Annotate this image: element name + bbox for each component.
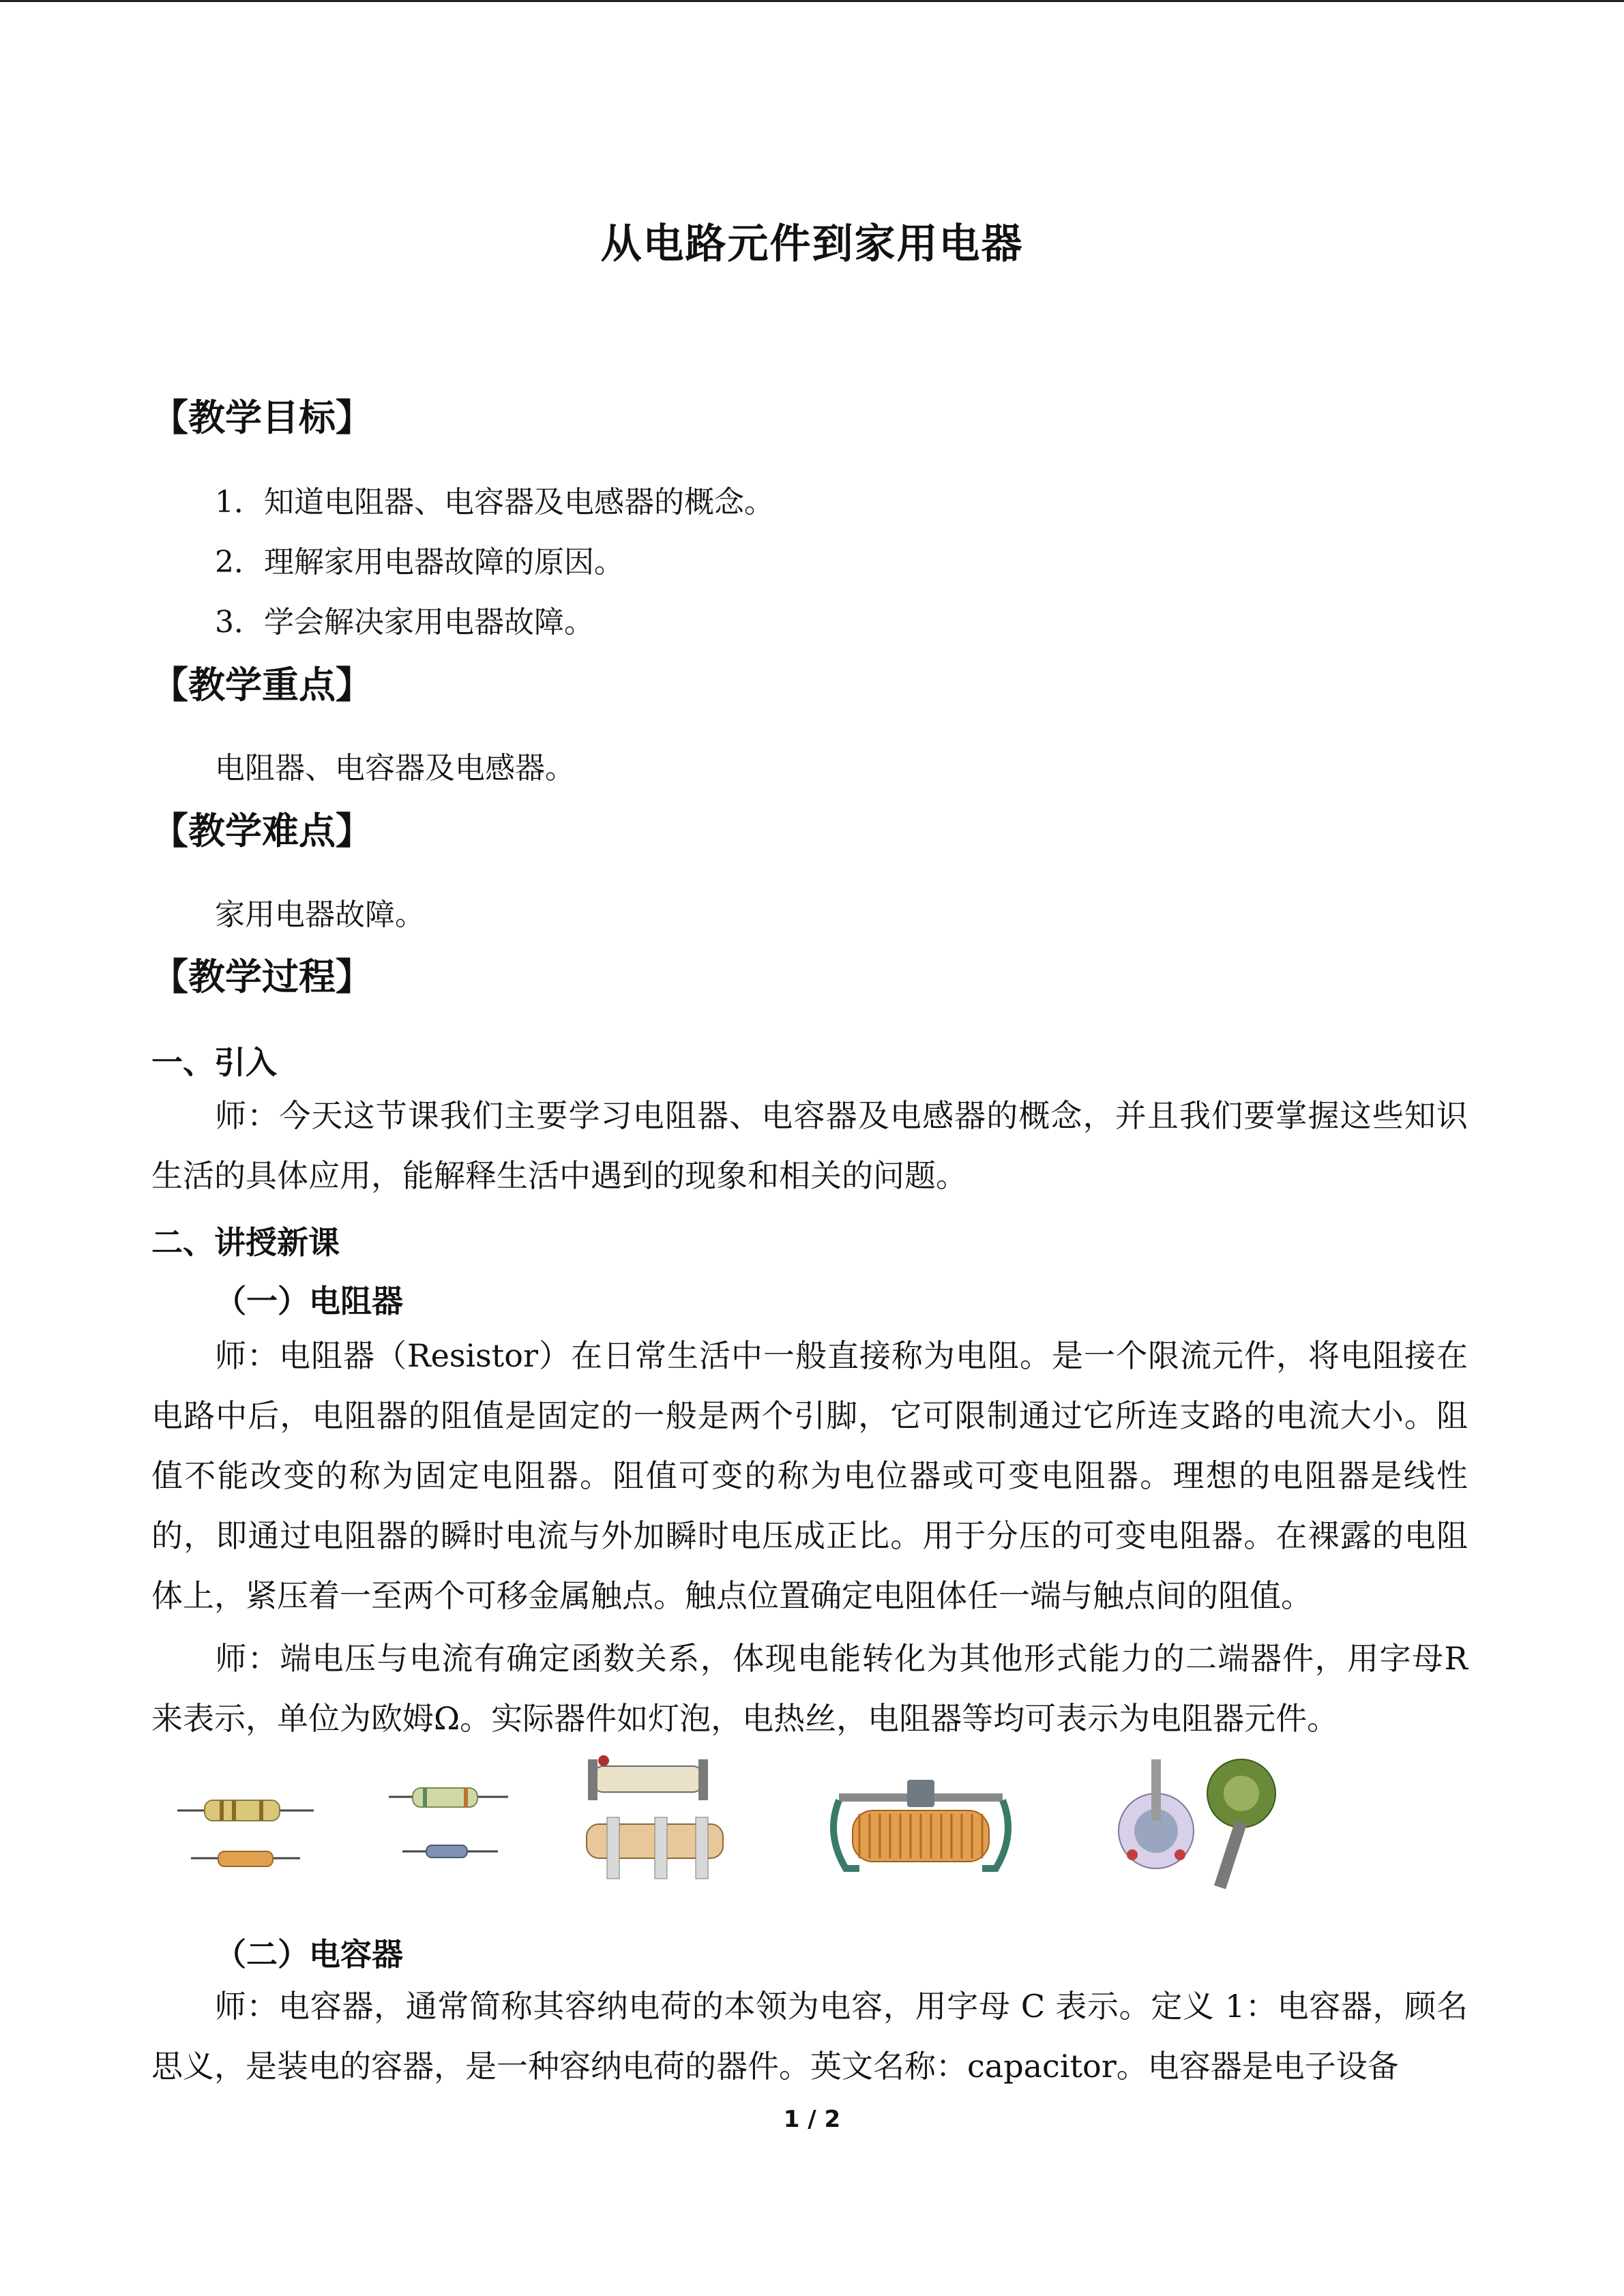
resistor-text-1: 师：电阻器（Resistor）在日常生活中一般直接称为电阻。是一个限流元件，将电阻接在电路中后，电阻器的阻值是固定的一般是两个引脚，它可限制通过它所连支路的电流大小。阻值不能改变的称为固定电阻器。阻值可变的称为电位器或可变电阻器。理想的电阻器是线性的，即通过电阻器的瞬时电流与外加瞬时电压成正比。用于分压的可变电阻器。在裸露的电阻体上，紧压着一至两个可移金属触点。触点位置确定电阻体任一端与触点间的阻值。 — [151, 1337, 1468, 1614]
process-heading: 【教学过程】 — [151, 955, 372, 998]
resistor-heading: （一）电阻器 — [215, 1283, 403, 1320]
potentiometer-illustration — [1119, 1759, 1275, 1889]
fixed-resistor-illustration — [177, 1800, 314, 1866]
objectives-heading: 【教学目标】 — [151, 396, 372, 439]
capacitor-text-1: 师：电容器，通常简称其容纳电荷的本领为电容，用字母 C 表示。定义 1：电容器，顾名思义，是装电的容器，是一种容纳电荷的器件。英文名称：capacitor。电容器是电子设备 — [151, 1988, 1468, 2085]
page-title: 从电路元件到家用电器 — [600, 220, 1024, 268]
rheostat-illustration — [833, 1780, 1008, 1868]
intro-paragraph — [151, 1086, 1468, 1206]
objective-item: 3．学会解决家用电器故障。 — [215, 605, 594, 640]
resistor-figure — [164, 1746, 1323, 1896]
objective-item: 2．理解家用电器故障的原因。 — [215, 545, 624, 580]
resistor-paragraph-2 — [151, 1628, 1468, 1748]
page-number: 1 / 2 — [783, 2106, 841, 2133]
difficulties-text: 家用电器故障。 — [215, 897, 425, 932]
objective-item: 1．知道电阻器、电容器及电感器的概念。 — [215, 485, 774, 520]
capacitor-heading: （二）电容器 — [215, 1936, 403, 1973]
intro-text: 师：今天这节课我们主要学习电阻器、电容器及电感器的概念，并且我们要掌握这些知识生活的具体应用，能解释生活中遇到的现象和相关的问题。 — [151, 1097, 1468, 1194]
difficulties-heading: 【教学难点】 — [151, 809, 372, 852]
resistor-text-2: 师：端电压与电流有确定函数关系，体现电能转化为其他形式能力的二端器件，用字母R 来表示，单位为欧姆Ω。实际器件如灯泡，电热丝，电阻器等均可表示为电阻器元件。 — [151, 1640, 1468, 1737]
resistor-paragraph-1 — [151, 1326, 1468, 1626]
key-points-heading: 【教学重点】 — [151, 663, 372, 706]
capacitor-paragraph-1 — [151, 1976, 1468, 2096]
color-band-resistor-illustration — [389, 1788, 508, 1858]
intro-heading: 一、引入 — [151, 1044, 277, 1081]
top-border — [0, 0, 1624, 2]
key-points-text: 电阻器、电容器及电感器。 — [215, 751, 575, 786]
wirewound-resistor-illustration — [587, 1755, 723, 1879]
new-lesson-heading: 二、讲授新课 — [151, 1224, 340, 1261]
